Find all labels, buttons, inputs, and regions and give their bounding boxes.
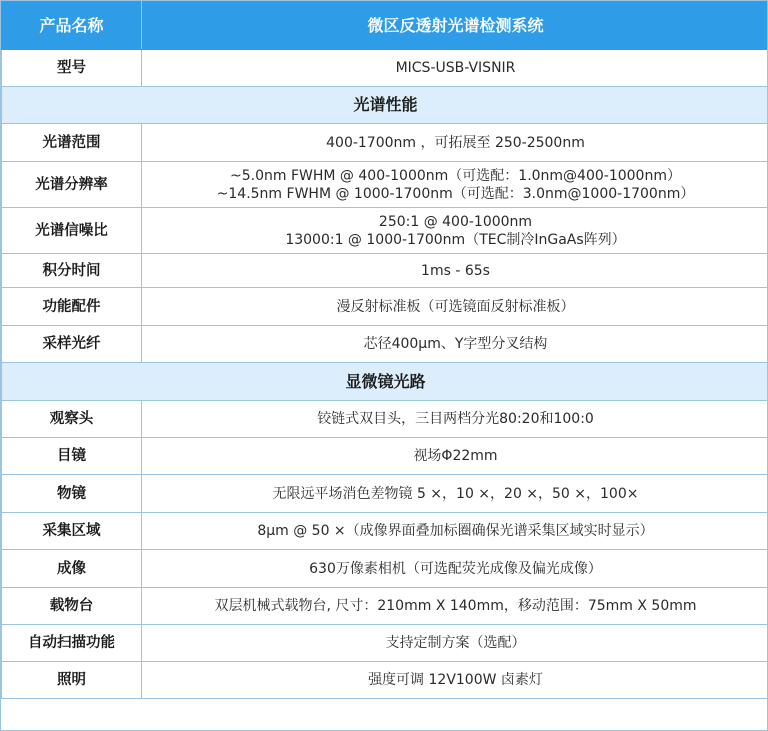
spec-label: 载物台	[2, 588, 142, 625]
spec-row	[2, 401, 768, 438]
spec-label: 成像	[2, 550, 142, 588]
spec-value	[142, 475, 768, 513]
spec-value-line: 支持定制方案（选配）	[385, 635, 526, 651]
spec-value	[142, 288, 768, 326]
spec-value-line: 视场Φ22mm	[413, 448, 498, 464]
spec-row	[2, 625, 768, 662]
spec-value	[142, 124, 768, 162]
spec-value-line: 强度可调 12V100W 卤素灯	[368, 672, 543, 688]
spec-row	[2, 124, 768, 162]
spec-value-line: 双层机械式载物台, 尺寸：210mm X 140mm，移动范围：75mm X 50mm	[214, 598, 697, 614]
spec-label: 采集区域	[2, 513, 142, 550]
spec-value	[142, 625, 768, 662]
spec-row	[2, 208, 768, 254]
section-header-row	[2, 87, 768, 124]
section-header-row	[2, 363, 768, 401]
spec-label: 光谱信噪比	[2, 208, 142, 254]
spec-value-line: 铰链式双目头，三目两档分光80:20和100:0	[317, 411, 594, 427]
spec-value-line: 漫反射标准板（可选镜面反射标准板）	[336, 298, 575, 315]
spec-value	[142, 401, 768, 438]
spec-label: 光谱分辨率	[2, 162, 142, 208]
spec-label: 功能配件	[2, 288, 142, 326]
spec-row	[2, 50, 768, 87]
spec-row	[2, 254, 768, 288]
spec-value-line: 芯径400μm、Y字型分叉结构	[363, 336, 548, 352]
spec-table-body	[2, 2, 768, 699]
spec-value	[142, 662, 768, 699]
section-title: 显微镜光路	[2, 363, 768, 401]
spec-table	[1, 1, 768, 699]
spec-value	[142, 162, 768, 208]
spec-label: 目镜	[2, 438, 142, 475]
spec-row	[2, 588, 768, 625]
spec-row	[2, 550, 768, 588]
spec-value-line: 1ms - 65s	[421, 262, 490, 279]
spec-label: 型号	[2, 50, 142, 87]
spec-label: 光谱范围	[2, 124, 142, 162]
spec-value-line: ~5.0nm FWHM @ 400-1000nm（可选配：1.0nm@400-1000nm）	[230, 167, 681, 184]
spec-value-line: 630万像素相机（可选配荧光成像及偏光成像）	[309, 560, 602, 577]
spec-value	[142, 550, 768, 588]
spec-value-line: MICS-USB-VISNIR	[395, 60, 516, 76]
spec-label: 观察头	[2, 401, 142, 438]
spec-row	[2, 326, 768, 363]
spec-value	[142, 50, 768, 87]
spec-label: 采样光纤	[2, 326, 142, 363]
spec-value-line: 13000:1 @ 1000-1700nm（TEC制冷InGaAs阵列）	[285, 231, 626, 248]
spec-value-line: 250:1 @ 400-1000nm	[378, 213, 533, 230]
spec-value	[142, 208, 768, 254]
spec-value-line: 8μm @ 50 ×（成像界面叠加标圈确保光谱采集区域实时显示）	[257, 523, 654, 539]
spec-label: 积分时间	[2, 254, 142, 288]
spec-label: 自动扫描功能	[2, 625, 142, 662]
spec-value	[142, 438, 768, 475]
spec-value	[142, 588, 768, 625]
spec-value-line: ~14.5nm FWHM @ 1000-1700nm（可选配：3.0nm@1000-1700nm）	[216, 185, 695, 202]
spec-label: 物镜	[2, 475, 142, 513]
header-product-name-label: 产品名称	[2, 2, 142, 50]
spec-row	[2, 438, 768, 475]
spec-label: 照明	[2, 662, 142, 699]
spec-row	[2, 288, 768, 326]
spec-value-line: 无限远平场消色差物镜 5 ×，10 ×，20 ×，50 ×，100×	[272, 485, 639, 502]
spec-value	[142, 254, 768, 288]
spec-value-line: 400-1700nm ，可拓展至 250-2500nm	[326, 134, 585, 151]
table-header-row	[2, 2, 768, 50]
section-title: 光谱性能	[2, 87, 768, 124]
spec-value	[142, 326, 768, 363]
spec-row	[2, 513, 768, 550]
spec-row	[2, 162, 768, 208]
spec-value	[142, 513, 768, 550]
spec-row	[2, 475, 768, 513]
spec-row	[2, 662, 768, 699]
header-product-name-value: 微区反透射光谱检测系统	[142, 2, 768, 50]
